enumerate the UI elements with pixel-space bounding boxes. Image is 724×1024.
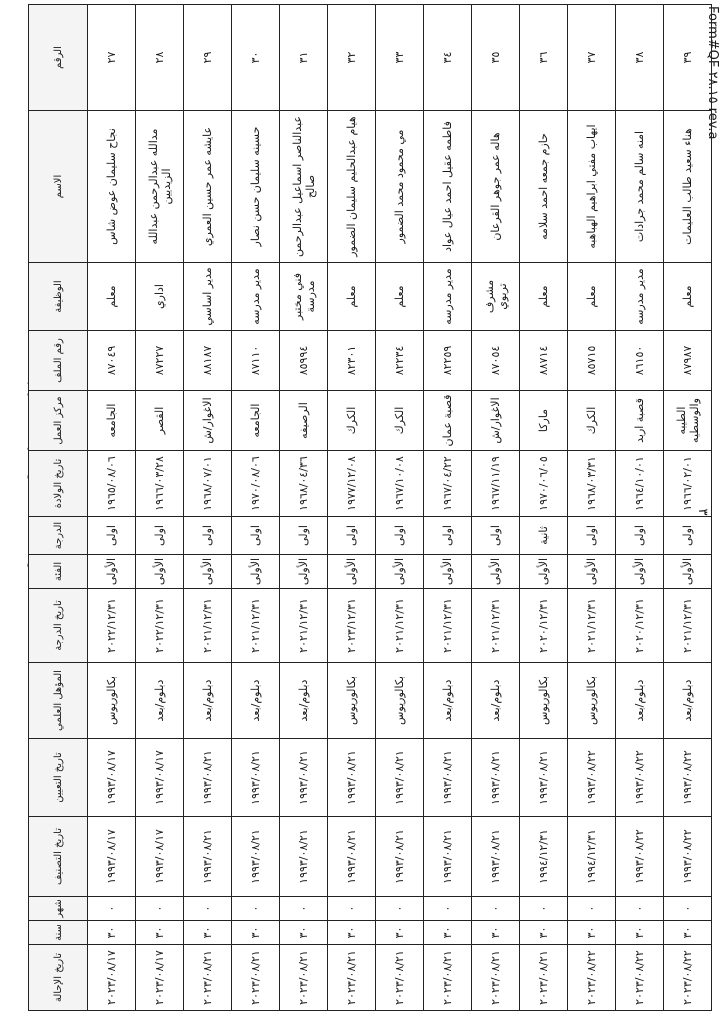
table-cell: حسينه سليمان حسن نصار [232, 111, 280, 263]
table-cell: ٢٠٢٠/١٢/٣١ [520, 589, 568, 663]
table-cell: ٠ [568, 897, 616, 921]
table-cell: قصبة اربد [616, 391, 664, 451]
column-header: تاريخ الدرجة [29, 589, 88, 663]
table-cell: ٨٨١٨٧ [184, 331, 232, 391]
table-cell: قصبة عمان [424, 391, 472, 451]
column-header: مركز العمل [29, 391, 88, 451]
table-cell: ١٩٦٧/٠٤/٢٢ [424, 451, 472, 517]
table-cell: عايشه عمر حسين العمري [184, 111, 232, 263]
table-cell: ٨٧٠٥٤ [472, 331, 520, 391]
table-cell: ٣١ [280, 5, 328, 111]
table-cell: ٢٠٢٣/٠٨/٢١ [184, 945, 232, 1011]
table-cell: ٠ [616, 897, 664, 921]
table-cell: ٣٠ [424, 921, 472, 945]
table-cell: بكالوريوس [328, 663, 376, 739]
table-cell: مدير مدرسه [616, 263, 664, 331]
table-row [184, 5, 232, 1011]
table-cell: دبلوم/بعد [424, 663, 472, 739]
table-cell: اولى [664, 517, 712, 555]
table-cell: ٣٣ [376, 5, 424, 111]
table-cell: الكرك [328, 391, 376, 451]
table-cell: معلم [664, 263, 712, 331]
table-cell: معلم [376, 263, 424, 331]
table-cell: ١٩٦٨/٠٣/٣١ [568, 451, 616, 517]
table-cell: بكالوريوس [88, 663, 136, 739]
table-cell: ٣٠ [232, 921, 280, 945]
table-cell: بكالوريوس [376, 663, 424, 739]
table-cell: الجامعه [88, 391, 136, 451]
table-cell: عبدالناصر اسماعيل عبدالرحمن صالح [280, 111, 328, 263]
column-header: الدرجة [29, 517, 88, 555]
table-cell: ماركا [520, 391, 568, 451]
table-cell: ٢٨ [136, 5, 184, 111]
table-cell: دبلوم/بعد [232, 663, 280, 739]
table-cell: ١٩٩٣/٠٨/١٧ [136, 817, 184, 897]
table-cell: ٢٠٢٣/٠٨/٢١ [328, 945, 376, 1011]
column-header: تاريخ التصنيف [29, 817, 88, 897]
table-cell: ٢٠٢١/١٢/٣١ [376, 589, 424, 663]
column-header: رقم الملف [29, 331, 88, 391]
table-cell: امنه سالم محمد جرادات [616, 111, 664, 263]
table-cell: ٣٢ [328, 5, 376, 111]
table-cell: ثانية [520, 517, 568, 555]
table-cell: ٢٧ [88, 5, 136, 111]
page-number: ٣ [695, 508, 710, 516]
table-cell: هاله عمر جوهر القرعان [472, 111, 520, 263]
table-cell: معلم [88, 263, 136, 331]
table-cell: هناء سعيد طالب العليمات [664, 111, 712, 263]
table-cell: مدير اساسي [184, 263, 232, 331]
table-cell: ١٩٩٣/٠٨/٢٢ [568, 739, 616, 817]
table-cell: ٣٠ [232, 5, 280, 111]
table-cell: اولى [136, 517, 184, 555]
form-code: Form#QF ٢٨.١٥ rev.a [705, 6, 720, 140]
table-cell: ٣٠ [184, 921, 232, 945]
table-cell: ١٩٧٠/٠٨/٠٦ [232, 451, 280, 517]
column-header: الفئة [29, 555, 88, 589]
table-cell: الرصيفه [280, 391, 328, 451]
table-row [616, 5, 664, 1011]
column-header: الوظيفة [29, 263, 88, 331]
table-cell: اولى [328, 517, 376, 555]
table-cell: ٨٨٧١٤ [520, 331, 568, 391]
table-cell: ٢٠٢٣/٠٨/٢١ [472, 945, 520, 1011]
column-header: تاريخ التعيين [29, 739, 88, 817]
table-cell: ٣٠ [616, 921, 664, 945]
table-cell: الكرك [376, 391, 424, 451]
table-header [29, 5, 88, 1011]
table-cell: ٢٠٢٣/٠٨/١٧ [136, 945, 184, 1011]
table-cell: اولى [232, 517, 280, 555]
table-cell: اداري [136, 263, 184, 331]
table-cell: ١٩٩٣/٠٨/٢١ [184, 739, 232, 817]
table-cell: ٣٨ [616, 5, 664, 111]
table-cell: ١٩٧٧/١٢/٠٨ [328, 451, 376, 517]
table-cell: ١٩٩٤/١٢/٣١ [520, 817, 568, 897]
table-cell: ٢٠٢١/١٢/٣١ [664, 589, 712, 663]
table-cell: ايهاب مفتي ابراهيم الهباهبه [568, 111, 616, 263]
table-cell: ٣٦ [520, 5, 568, 111]
table-cell: ٢٠٢٣/٠٨/٢٢ [664, 945, 712, 1011]
table-cell: مدالله عبدالرحمن عبدالله الزيديين [136, 111, 184, 263]
table-cell: ١٩٩٣/٠٨/٢١ [520, 739, 568, 817]
table-cell: ٨٥٧١٥ [568, 331, 616, 391]
table-cell: فني مختبر مدرسة [280, 263, 328, 331]
table-cell: ١٩٩٣/٠٨/٢١ [280, 739, 328, 817]
table-cell: ٣٩ [664, 5, 712, 111]
table-cell: الأولى [136, 555, 184, 589]
table-cell: ٣٠ [664, 921, 712, 945]
table-cell: اولى [280, 517, 328, 555]
table-cell: ١٩٩٣/٠٨/١٧ [88, 739, 136, 817]
table-cell: الأولى [664, 555, 712, 589]
table-cell: ٨٢٢٥٩ [424, 331, 472, 391]
table-cell: ٠ [472, 897, 520, 921]
table-cell: الأولى [232, 555, 280, 589]
table-cell: ١٩٩٣/٠٨/٢١ [424, 739, 472, 817]
table-cell: هيام عبدالحليم سليمان الضمور [328, 111, 376, 263]
table-cell: دبلوم/بعد [280, 663, 328, 739]
column-header: الرقم [29, 5, 88, 111]
table-cell: ١٩٩٣/٠٨/٢١ [376, 739, 424, 817]
table-cell: ١٩٦٧/١١/١٩ [472, 451, 520, 517]
table-cell: ١٩٩٣/٠٨/٢٢ [616, 739, 664, 817]
table-cell: بكالوريوس [568, 663, 616, 739]
table-cell: ١٩٩٣/٠٨/١٧ [88, 817, 136, 897]
table-cell: مشرف تربوي [472, 263, 520, 331]
table-cell: ١٩٩٣/٠٨/١٧ [136, 739, 184, 817]
table-cell: ٠ [232, 897, 280, 921]
table-row [376, 5, 424, 1011]
table-cell: ٨٢٣٠١ [328, 331, 376, 391]
table-cell: الأولى [616, 555, 664, 589]
column-header: تاريخ الإحالة [29, 945, 88, 1011]
table-cell: ٣٤ [424, 5, 472, 111]
table-cell: ١٩٩٣/٠٨/٢١ [232, 817, 280, 897]
table-cell: ٠ [184, 897, 232, 921]
table-cell: ١٩٩٣/٠٨/٢١ [376, 817, 424, 897]
table-cell: ٢٠٢٢/١٢/٣١ [88, 589, 136, 663]
column-header: تاريخ الولادة [29, 451, 88, 517]
table-cell: ١٩٩٣/٠٨/٢١ [472, 817, 520, 897]
table-cell: الاغوار/ش [184, 391, 232, 451]
table-cell: فاطمه عقيل احمد عيال عواد [424, 111, 472, 263]
table-cell: ١٩٩٣/٠٨/٢١ [232, 739, 280, 817]
table-cell: ٢٠٢١/١٢/٣١ [280, 589, 328, 663]
table-cell: ١٩٩٣/٠٨/٢١ [280, 817, 328, 897]
table-cell: اولى [376, 517, 424, 555]
table-cell: ٠ [520, 897, 568, 921]
table-cell: ٣٠ [136, 921, 184, 945]
table-cell: الطيبه والوسطيه [664, 391, 712, 451]
table-cell: ٣٠ [280, 921, 328, 945]
table-cell: ٢٠٢٣/٠٨/٢٢ [616, 945, 664, 1011]
table-cell: ١٩٩٣/٠٨/٢١ [328, 739, 376, 817]
table-cell: ١٩٩٣/٠٨/٢١ [424, 817, 472, 897]
table-cell: دبلوم/بعد [184, 663, 232, 739]
table-cell: ١٩٦٨/٠٧/٠١ [184, 451, 232, 517]
table-cell: الأولى [88, 555, 136, 589]
table-cell: الأولى [184, 555, 232, 589]
table-cell: نجاح سليمان عوض شاس [88, 111, 136, 263]
table-cell: ١٩٦٦/٠٣/٢٨ [136, 451, 184, 517]
table-cell: ٣٠ [88, 921, 136, 945]
table-cell: ٨٦١٥٠ [616, 331, 664, 391]
table-cell: ٨٧٢٢٧ [136, 331, 184, 391]
table-cell: اولى [616, 517, 664, 555]
employees-table [28, 4, 712, 1011]
table-cell: ٣٠ [376, 921, 424, 945]
table-cell: الجامعه [232, 391, 280, 451]
table-cell: ١٩٦٨/٠٤/٣٦ [280, 451, 328, 517]
table-cell: مدير مدرسه [424, 263, 472, 331]
table-cell: ٢٠٢٣/٠٨/٢١ [280, 945, 328, 1011]
table-cell: ٨٧٠٤٩ [88, 331, 136, 391]
table-row [280, 5, 328, 1011]
table-cell: ٣٧ [568, 5, 616, 111]
table-row [664, 5, 712, 1011]
table-cell: حازم جمعه احمد سلامه [520, 111, 568, 263]
table-cell: ٢٠٢٠/١٢/٣١ [616, 589, 664, 663]
table-cell: الكرك [568, 391, 616, 451]
table-cell: معلم [568, 263, 616, 331]
table-cell: ١٩٩٣/٠٨/٢١ [328, 817, 376, 897]
table-cell: الأولى [376, 555, 424, 589]
table-cell: ١٩٦٦/٠٢/٠١ [664, 451, 712, 517]
table-cell: ٣٠ [520, 921, 568, 945]
table-cell: الأولى [328, 555, 376, 589]
table-cell: ٢٠٢٣/١٢/٣١ [328, 589, 376, 663]
column-header: شهر [29, 897, 88, 921]
table-cell: ٠ [88, 897, 136, 921]
table-cell: ٠ [280, 897, 328, 921]
table-row [232, 5, 280, 1011]
table-cell: اولى [472, 517, 520, 555]
table-cell: دبلوم/بعد [472, 663, 520, 739]
table-cell: ٢٠٢١/١٢/٣١ [472, 589, 520, 663]
table-cell: ٢٠٢١/١٢/٣١ [232, 589, 280, 663]
table-cell: ٢٠٢٣/٠٨/٢١ [424, 945, 472, 1011]
table-cell: ١٩٩٣/٠٨/٢١ [184, 817, 232, 897]
table-cell: ٠ [664, 897, 712, 921]
table-cell: الأولى [424, 555, 472, 589]
table-cell: ٢٠٢١/١٢/٣١ [184, 589, 232, 663]
table-cell: معلم [520, 263, 568, 331]
table-cell: ١٩٩٣/٠٨/٢٢ [664, 817, 712, 897]
table-cell: بكالوريوس [520, 663, 568, 739]
table-row [568, 5, 616, 1011]
table-row [136, 5, 184, 1011]
table-row [328, 5, 376, 1011]
table-cell: ١٩٩٣/٠٨/٢٢ [664, 739, 712, 817]
table-cell: الاغوار/ش [472, 391, 520, 451]
table-cell: الأولى [520, 555, 568, 589]
table-cell: ٣٠ [472, 921, 520, 945]
table-body [88, 5, 712, 1011]
table-cell: ٢٠٢٣/٠٨/٢٢ [568, 945, 616, 1011]
table-row [88, 5, 136, 1011]
table-cell: دبلوم/بعد [136, 663, 184, 739]
table-cell: ٨٧١١٠ [232, 331, 280, 391]
column-header: الاسم [29, 111, 88, 263]
table-cell: ٠ [376, 897, 424, 921]
table-cell: الأولى [280, 555, 328, 589]
table-row [520, 5, 568, 1011]
table-cell: ٨٢٢٣٤ [376, 331, 424, 391]
table-cell: ١٩٩٣/٠٨/٢١ [472, 739, 520, 817]
column-header: المؤهل العلمي [29, 663, 88, 739]
table-cell: معلم [328, 263, 376, 331]
table-cell: ١٩٦٥/٠٨/٠٦ [88, 451, 136, 517]
table-cell: ٢٠٢٣/٠٨/٢١ [520, 945, 568, 1011]
table-cell: مي محمود محمد الضمور [376, 111, 424, 263]
table-cell: ٨٥٩٩٤ [280, 331, 328, 391]
table-row [472, 5, 520, 1011]
table-cell: ٢٠٢٣/٠٨/٢١ [376, 945, 424, 1011]
table-cell: ١٩٦٧/١٠/٠٨ [376, 451, 424, 517]
table-cell: ٨٧٩٨٧ [664, 331, 712, 391]
table-cell: القصر [136, 391, 184, 451]
table-cell: اولى [184, 517, 232, 555]
table-cell: ١٩٩٤/١٢/٣١ [568, 817, 616, 897]
table-cell: ٣٥ [472, 5, 520, 111]
table-cell: الأولى [472, 555, 520, 589]
table-cell: دبلوم/بعد [664, 663, 712, 739]
table-cell: ٢٠٢١/١٢/٣١ [424, 589, 472, 663]
table-cell: ٠ [424, 897, 472, 921]
table-cell: اولى [568, 517, 616, 555]
table-cell: ٠ [328, 897, 376, 921]
table-row [424, 5, 472, 1011]
table-cell: ١٩٧٠/٠٦/٠٥ [520, 451, 568, 517]
column-header: سنة [29, 921, 88, 945]
table-cell: دبلوم/بعد [616, 663, 664, 739]
table-cell: ٢٠٢٣/٠٨/١٧ [88, 945, 136, 1011]
table-cell: اولى [424, 517, 472, 555]
table-cell: ٠ [136, 897, 184, 921]
table-cell: ١٩٦٤/١٠/٠١ [616, 451, 664, 517]
table-cell: ٢٠٢٣/٠٨/٢١ [232, 945, 280, 1011]
table-cell: ٢٠٢١/١٢/٣١ [568, 589, 616, 663]
table-cell: الأولى [568, 555, 616, 589]
table-cell: ٢٩ [184, 5, 232, 111]
table-cell: مدير مدرسه [232, 263, 280, 331]
table-cell: ١٩٩٣/٠٨/٢٢ [616, 817, 664, 897]
table-cell: ٣٠ [568, 921, 616, 945]
table-cell: اولى [88, 517, 136, 555]
table-cell: ٣٠ [328, 921, 376, 945]
table-cell: ٢٠٢٢/١٢/٣١ [136, 589, 184, 663]
